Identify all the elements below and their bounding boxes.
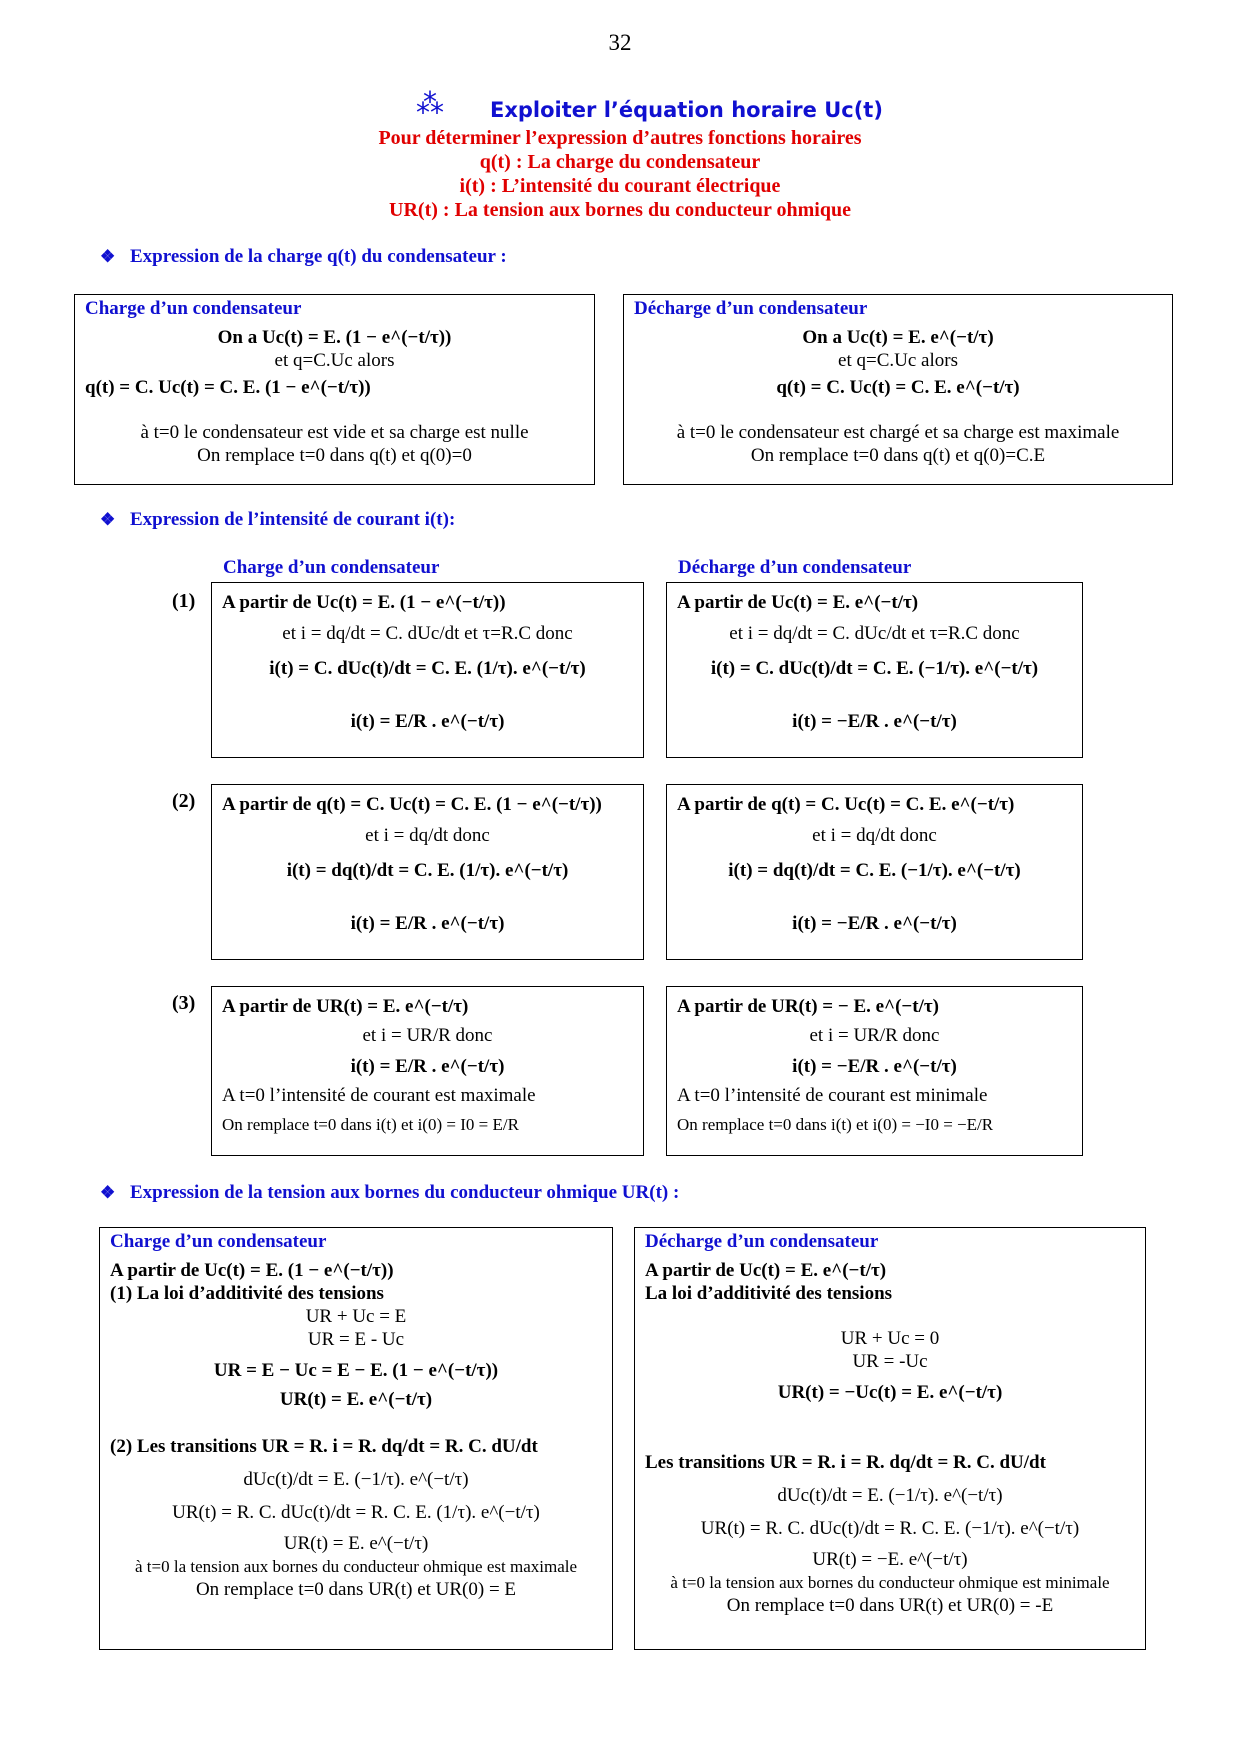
page-title: Exploiter l’équation horaire Uc(t) <box>490 98 883 122</box>
text-line: et q=C.Uc alors <box>274 350 395 371</box>
section-i-title: Expression de l’intensité de courant i(t): <box>130 509 456 530</box>
formula-line: et i = dq/dt = C. dUc/dt et τ=R.C donc <box>729 623 1020 644</box>
formula-line: i(t) = C. dUc(t)/dt = C. E. (−1/τ). e^(−t/τ) <box>710 658 1039 679</box>
text-line: à t=0 le condensateur est chargé et sa charge est maximale <box>676 422 1120 443</box>
ur-charge-box <box>99 1227 613 1650</box>
i-charge-box-1 <box>211 582 644 758</box>
section-q-title: Expression de la charge q(t) du condensateur : <box>130 246 507 267</box>
subtitle-line: q(t) : La charge du condensateur <box>479 151 761 173</box>
formula-line: A partir de q(t) = C. Uc(t) = C. E. (1 − e^(−t/τ)) <box>222 794 602 815</box>
text-line: à t=0 la tension aux bornes du conducteur ohmique est maximale <box>134 1557 578 1576</box>
subtitle-line: Pour déterminer l’expression d’autres fonctions horaires <box>378 127 862 149</box>
formula-line: Les transitions UR = R. i = R. dq/dt = R. C. dU/dt <box>645 1452 1046 1473</box>
formula-line: et i = UR/R donc <box>362 1025 493 1046</box>
formula-line: A partir de Uc(t) = E. e^(−t/τ) <box>645 1260 887 1281</box>
formula-line: UR + Uc = 0 <box>840 1328 940 1349</box>
formula-line: A partir de Uc(t) = E. e^(−t/τ) <box>677 592 919 613</box>
formula-line: q(t) = C. Uc(t) = C. E. e^(−t/τ) <box>776 377 1020 398</box>
bullet-icon: ❖ <box>100 510 116 529</box>
formula-line: A partir de Uc(t) = E. (1 − e^(−t/τ)) <box>222 592 506 613</box>
formula-line: UR(t) = −E. e^(−t/τ) <box>812 1549 968 1570</box>
i-discharge-box-3 <box>666 986 1083 1156</box>
page-number: 32 <box>608 30 632 55</box>
ur-discharge-box <box>634 1227 1146 1650</box>
formula-line: i(t) = E/R . e^(−t/τ) <box>350 913 505 934</box>
formula-line: i(t) = −E/R . e^(−t/τ) <box>792 1056 957 1077</box>
formula-line: i(t) = E/R . e^(−t/τ) <box>350 711 505 732</box>
section-i-heading <box>100 509 455 531</box>
formula-line: et i = dq/dt donc <box>812 825 937 846</box>
column-title-discharge: Décharge d’un condensateur <box>678 557 912 578</box>
text-line: On remplace t=0 dans q(t) et q(0)=C.E <box>750 445 1046 466</box>
row-number: (3) <box>172 992 196 1014</box>
formula-line: UR(t) = R. C. dUc(t)/dt = R. C. E. (1/τ). e^(−t/τ) <box>172 1502 540 1523</box>
text-line: à t=0 le condensateur est vide et sa charge est nulle <box>140 422 529 443</box>
formula-line: i(t) = E/R . e^(−t/τ) <box>350 1056 505 1077</box>
text-line: On remplace t=0 dans i(t) et i(0) = −I0 = −E/R <box>677 1115 994 1134</box>
section-ur-heading <box>100 1182 679 1204</box>
formula-line: UR(t) = E. e^(−t/τ) <box>283 1533 429 1554</box>
formula-line: A partir de Uc(t) = E. (1 − e^(−t/τ)) <box>110 1260 394 1281</box>
formula-line: UR = E - Uc <box>307 1329 405 1350</box>
formula-line: i(t) = dq(t)/dt = C. E. (1/τ). e^(−t/τ) <box>286 860 569 881</box>
i-discharge-box-1 <box>666 582 1083 758</box>
formula-line: A partir de UR(t) = E. e^(−t/τ) <box>222 996 469 1017</box>
text-line: à t=0 la tension aux bornes du conducteur ohmique est minimale <box>670 1573 1110 1592</box>
box-title: Décharge d’un condensateur <box>645 1231 879 1252</box>
row-number: (2) <box>172 790 196 812</box>
section-ur-title: Expression de la tension aux bornes du conducteur ohmique UR(t) : <box>130 1182 680 1203</box>
subtitle-line: i(t) : L’intensité du courant électrique <box>459 175 781 197</box>
box-title: Décharge d’un condensateur <box>634 298 868 319</box>
box-title: Charge d’un condensateur <box>110 1231 327 1252</box>
text-line: A t=0 l’intensité de courant est minimale <box>677 1085 988 1106</box>
formula-line: A partir de q(t) = C. Uc(t) = C. E. e^(−t/τ) <box>677 794 1015 815</box>
text-line: La loi d’additivité des tensions <box>645 1283 893 1304</box>
bullet-icon: ❖ <box>100 1183 116 1202</box>
i-discharge-box-2 <box>666 784 1083 960</box>
formula-line: UR = E − Uc = E − E. (1 − e^(−t/τ)) <box>213 1360 499 1381</box>
formula-line: i(t) = −E/R . e^(−t/τ) <box>792 913 957 934</box>
formula-line: i(t) = C. dUc(t)/dt = C. E. (1/τ). e^(−t/τ) <box>269 658 586 679</box>
formula-line: A partir de UR(t) = − E. e^(−t/τ) <box>677 996 939 1017</box>
q-charge-box <box>74 294 595 485</box>
q-discharge-box <box>623 294 1173 485</box>
i-charge-box-2 <box>211 784 644 960</box>
formula-line: UR(t) = R. C. dUc(t)/dt = R. C. E. (−1/τ). e^(−t/τ) <box>700 1518 1080 1539</box>
bullet-icon: ❖ <box>100 247 116 266</box>
formula-line: et i = dq/dt donc <box>365 825 490 846</box>
box-title: Charge d’un condensateur <box>85 298 302 319</box>
i-charge-box-3 <box>211 986 644 1156</box>
formula-line: UR + Uc = E <box>305 1306 407 1327</box>
text-line: (1) La loi d’additivité des tensions <box>110 1283 384 1304</box>
formula-line: UR = -Uc <box>852 1351 928 1372</box>
formula-line: (2) Les transitions UR = R. i = R. dq/dt = R. C. dU/dt <box>110 1436 538 1457</box>
formula-line: i(t) = −E/R . e^(−t/τ) <box>792 711 957 732</box>
section-q-heading <box>100 246 507 268</box>
text-line: et q=C.Uc alors <box>838 350 958 371</box>
formula-line: q(t) = C. Uc(t) = C. E. (1 − e^(−t/τ)) <box>85 377 371 398</box>
text-line: A t=0 l’intensité de courant est maximale <box>222 1085 536 1106</box>
text-line: On remplace t=0 dans UR(t) et UR(0) = E <box>195 1579 517 1600</box>
formula-line: dUc(t)/dt = E. (−1/τ). e^(−t/τ) <box>777 1485 1003 1506</box>
formula-line: i(t) = dq(t)/dt = C. E. (−1/τ). e^(−t/τ) <box>728 860 1021 881</box>
row-number: (1) <box>172 590 196 612</box>
column-title-charge: Charge d’un condensateur <box>223 557 440 578</box>
stars-icon: ⁂ <box>416 87 444 120</box>
formula-line: et i = UR/R donc <box>809 1025 940 1046</box>
formula-line: et i = dq/dt = C. dUc/dt et τ=R.C donc <box>282 623 573 644</box>
formula-line: UR(t) = E. e^(−t/τ) <box>279 1389 433 1410</box>
formula-line: On a Uc(t) = E. e^(−t/τ) <box>802 327 994 348</box>
subtitle-block <box>0 126 1240 222</box>
text-line: On remplace t=0 dans q(t) et q(0)=0 <box>197 445 472 466</box>
subtitle-line: UR(t) : La tension aux bornes du conducteur ohmique <box>389 199 851 221</box>
formula-line: UR(t) = −Uc(t) = E. e^(−t/τ) <box>777 1382 1003 1403</box>
formula-line: dUc(t)/dt = E. (−1/τ). e^(−t/τ) <box>243 1469 469 1490</box>
formula-line: On a Uc(t) = E. (1 − e^(−t/τ)) <box>217 327 452 348</box>
text-line: On remplace t=0 dans i(t) et i(0) = I0 = E/R <box>222 1115 519 1134</box>
text-line: On remplace t=0 dans UR(t) et UR(0) = -E <box>726 1595 1054 1616</box>
